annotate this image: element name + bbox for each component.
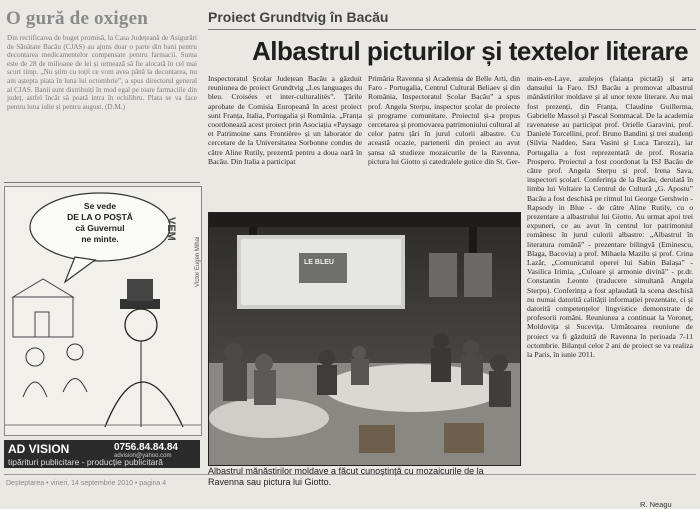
article-title: Albastrul picturilor și textelor literare [252,36,689,66]
speech-line: DE LA O POȘTĂ [67,212,133,222]
photo-caption: Albastrul mănăstirilor moldave a făcut cunoștință cu mozaicurile de la Ravenna sau pictura lui Giotto. [208,466,484,487]
ad-email: advision@yahoo.com [114,453,172,459]
speech-line: că Guvernul [75,223,125,233]
cartoon-monogram: VEM [165,217,177,241]
ad-brand: AD VISION [8,442,70,456]
cartoon-signature: Victor Eugen Mihai [195,236,201,287]
speech-bubble [50,201,150,245]
article-kicker: Proiect Grundtvig în Bacău [208,9,389,25]
advertisement [4,440,200,468]
article-column-1: Inspectoratul Școlar Județean Bacău a găzduit reuniunea de proiect Grundtvig „Les languages du bleu. Croisées et inter-culturalités”. Țările aprobate de Comisia Europeană în acest proiect sunt Franța, Italia, Portugalia și România. „Franța coordonează acest proiect prin Asociația «Paysage et Patrimoine sans Frontière» și un laborator de cercetare de la Universitatea Sorbonne condus de către Aline Rutily, prezentă pentru a doua oară în Bacău. Din Italia a participat [208,74,362,166]
screen-text: LE BLEU [304,259,334,266]
author-signature: R. Neagu [640,500,672,509]
page-footer: Deșteptarea • vineri, 14 septembrie 2010 • pagina 4 [6,480,167,487]
article-column-2: Primăria Ravenna și Academia de Belle Arti, din Faro - Portugalia, Centrul Cultural Beliaev și din România, Inspectoratul Școlar Bacău” a spus prof. Angela Sterpu, inspector școlar de proiecte și programe comunitare. Proiectul și-a propus cercetarea și promovarea patrimoniului cultural al celor patru țări în jurul culorii albastre. Cu această ocazie, partenerii din proiect au avut șansa să studieze mozaicurile de la Ravenna, pictura lui Giotto și catedralele gotice din St. Ger- [368,74,520,166]
divider [4,182,200,183]
left-heading: O gură de oxigen [6,8,149,29]
article-column-3: main-en-Laye, azulejos (faianța pictată) și arta dansului la Faro. ISJ Bacău a promovat albastrul mănăstirilor moldave și al unor texte literare. Au mai fost prezenți, din Franța, Claudine Guillerma, Gabrielle Massol și Pascal Sommacal. De la academia ravenatese au participat prof. Orielle Garavini, prof. Daniele Torcellini, prof. Bruno Bandini și trei studenți (Silvia Naddeo, Sara Vasini și Luca Tarozzi), iar Portugalia a fost reprezentată de prof. Rosaria Prospero. Proiectul a fost coordonat la ISJ Bacău de către prof. Angela Sterpu și prof. Irena Sava, inspectori școlari. Conferința de la Bacău, derulată în limba lui Voltaire la Centrul de Cultură „G. Apostu” Bacău a fost deschisă pe ritmul lui George Gershwin - Rapsody in Blue - de către Aline Rutily, cu o prezentare a albastrului lui Giotto. Au urmat apoi trei expuneri, ce au avut în centrul lor patrimoniul românesc în jurul culorii albastre: „Albastrul în literatura română” - prezentare bilingvă (Eminescu, Blaga, Bacovia) a prof. Mihaela Mazilu și prof. Crina Lazăr, „Comunicatul operei lui Sabin Balașa” - Vasilica Irimia, „Culoare și armonie divină” - pr.dr. Constantin Leonte (traducere simultană Angela Sterpu). Conferința a fost aplaudată la scena deschisă nu numai datorită calității informației prezentate, ci și datorită competențelor lingvistice demonstrate de profesorii români. Reuniunea a continuat la Voroneț, Moldovița și Sucevița. Următoarea reuniune de proiect va fi găzduită de Ravenna în perioada 7-11 octombrie. Bilanțul celor 2 ani de proiect se va realiza la Paris, în iunie 2011. [527,74,693,360]
ad-phone: 0756.84.84.84 [114,442,178,453]
article-photo [208,212,521,466]
speech-line: ne minte. [81,234,119,244]
ad-tagline: tipărituri publicitare - producție publicitară [8,457,163,467]
left-article-body: Din rectificarea de buget promisă, la Casa Județeană de Asigurări de Sănătate Bacău (CJAS) au ajuns doar o parte din bani pentru decontarea medicamentelor compensate pentru farmacii. Suma este de 28 de milioane de lei și urmează să fie alocată în cel mai scurt timp. „Nu știm cu toții ce vom avea până la decontarea, nu am aștepta plata în luna lui octombrie”, a spus directorul general al CJAS. Banii sunt distribuiți în mod egal pe toate farmaciile din județ, astfel încât să poată intra în echilibru. Plata se va face pentru luna iulie și pentru august. (D.M.) [7,34,197,111]
speech-line: Se vede [83,201,117,211]
cartoon [4,186,202,436]
photo-scene [209,213,520,465]
divider [208,29,696,30]
